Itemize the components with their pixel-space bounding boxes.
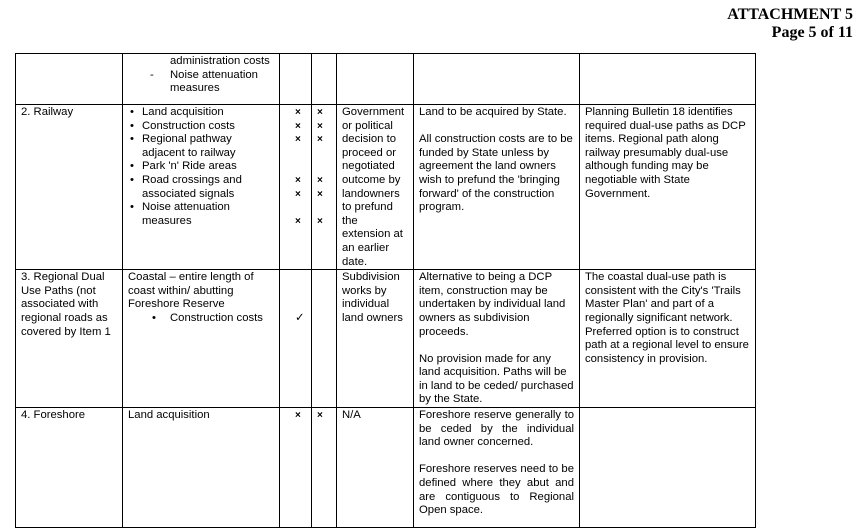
comments-cell [414,54,580,105]
list-item: • Land acquisition [128,106,274,120]
table-row [16,105,756,270]
mark-cell [312,408,337,528]
cross-mark: × [295,215,301,227]
description-cell [123,105,280,270]
comment-paragraph: Land to be acquired by State. [419,106,567,118]
check-mark: ✓ [295,311,305,324]
list-item: • Road crossings and associated signals [128,174,274,201]
notes-cell: Planning Bulletin 18 identifies required dual-use paths as DCP items. Regional path along railway presumably dual-use although funding may be negotiable with State Government. [580,105,756,270]
funding-cell: Subdivision works by individual land owners [337,270,414,408]
table-row [16,270,756,408]
cross-mark: × [295,188,301,200]
mark-cell [280,54,312,105]
notes-cell [580,408,756,528]
cross-mark: × [317,134,323,146]
comments-cell [414,270,580,408]
notes-cell [580,54,756,105]
comments-cell [414,408,580,528]
description-cell: Land acquisition [123,408,280,528]
list-item: • Park 'n' Ride areas [128,160,274,174]
list-item: • Construction costs [150,312,274,326]
funding-cell: Government or political decision to proceed or negotiated outcome by landowners to prefund the extension at an earlier date. [337,105,414,270]
cross-mark: × [295,107,301,118]
cross-mark: × [295,174,301,186]
cross-mark: × [317,410,323,422]
cross-mark: × [317,174,323,186]
table-row [16,54,756,105]
dcp-items-table [15,53,756,528]
cross-mark: × [317,215,323,227]
list-item: • Construction costs [128,120,274,134]
comment-paragraph: Foreshore reserves need to be defined where they abut and are contiguous to Regional Open space. [419,463,574,517]
table-row [16,408,756,528]
cross-mark: × [317,107,323,118]
list-item: • Noise attenuation measures [128,201,274,228]
mark-cell [280,105,312,270]
cross-mark: × [317,120,323,132]
description-text: Coastal – entire length of coast within/ abutting Foreshore Reserve [128,271,254,311]
item-cell [16,54,123,105]
mark-cell [280,270,312,408]
notes-cell: The coastal dual-use path is consistent with the City's 'Trails Master Plan' and part of a regionally significant network. Preferred option is to construct path at a regional level to ensure consistency in provision. [580,270,756,408]
mark-cell [312,270,337,408]
comment-paragraph: No provision made for any land acquisition. Paths will be in land to be ceded/ purchased by the State. [419,352,574,406]
cross-mark: × [317,188,323,200]
description-cell [123,54,280,105]
comment-paragraph: All construction costs are to be funded by State unless by agreement the land owners wish to prefund the 'bringing forward' of the construction program. [419,133,573,214]
cross-mark: × [295,410,301,422]
comment-paragraph: Foreshore reserve generally to be ceded by the individual land owner concerned. [419,409,574,449]
description-cell [123,270,280,408]
cross-mark: × [295,120,301,132]
comment-paragraph: Alternative to being a DCP item, construction may be undertaken by individual land owners as subdivision proceeds. [419,271,566,338]
list-item: • Regional pathway adjacent to railway [128,133,274,160]
list-item: - Noise attenuation measures [128,69,274,96]
description-continuation: administration costs [170,55,270,67]
mark-cell [312,105,337,270]
attachment-heading: ATTACHMENT 5 [727,6,853,23]
item-cell: 3. Regional Dual Use Paths (not associated with regional roads as covered by Item 1 [16,270,123,408]
comments-cell [414,105,580,270]
item-cell: 2. Railway [16,105,123,270]
cross-mark: × [295,134,301,146]
item-cell: 4. Foreshore [16,408,123,528]
funding-cell [337,54,414,105]
funding-cell: N/A [337,408,414,528]
mark-cell [280,408,312,528]
mark-cell [312,54,337,105]
page-number: Page 5 of 11 [771,24,853,41]
